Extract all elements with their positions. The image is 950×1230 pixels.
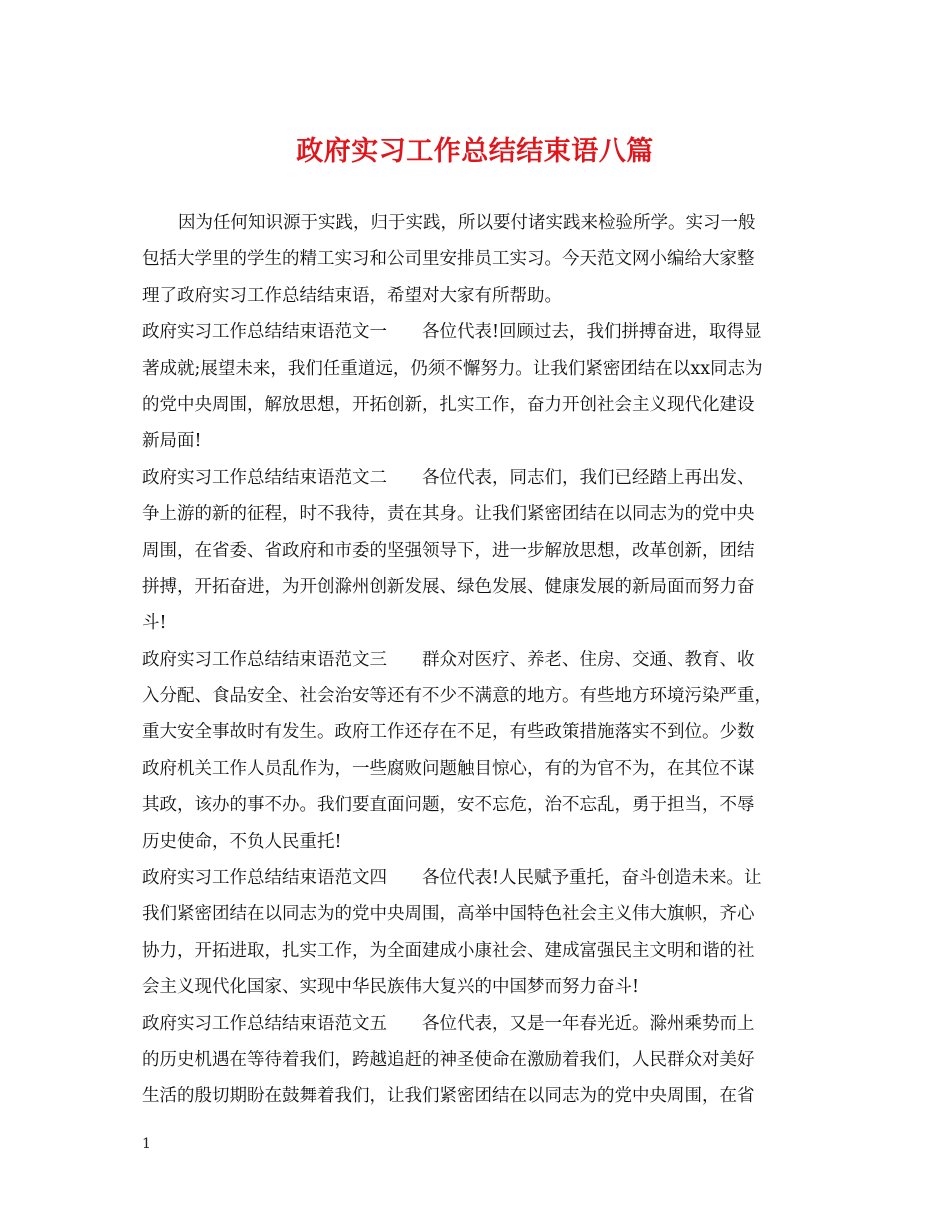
- paragraph-line: 的历史机遇在等待着我们，跨越追赶的神圣使命在激励着我们，人民群众对美好: [142, 1049, 755, 1070]
- paragraph-line: 重大安全事故时有发生。政府工作还存在不足，有些政策措施落实不到位。少数: [142, 722, 755, 743]
- paragraph-line: 因为任何知识源于实践，归于实践，所以要付诸实践来检验所学。实习一般: [178, 213, 756, 233]
- paragraph-line: 斗!: [142, 613, 167, 634]
- paragraph-line: 政府实习工作总结结束语范文四 各位代表!人民赋予重托，奋斗创造未来。让: [142, 868, 762, 889]
- paragraph-line: 政府机关工作人员乱作为，一些腐败问题触目惊心，有的为官不为，在其位不谋: [142, 758, 755, 779]
- paragraph-line: 政府实习工作总结结束语范文二 各位代表，同志们，我们已经踏上再出发、: [142, 467, 755, 488]
- document-body: [142, 205, 812, 1115]
- paragraph-line: 争上游的新的征程，时不我待，责在其身。让我们紧密团结在以同志为的党中央: [142, 504, 755, 525]
- paragraph-line: 政府实习工作总结结束语范文三 群众对医疗、养老、住房、交通、教育、收: [142, 649, 755, 670]
- page-number: 1: [142, 1136, 151, 1152]
- paragraph-line: 其政，该办的事不办。我们要直面问题，安不忘危，治不忘乱，勇于担当，不辱: [142, 795, 755, 816]
- paragraph-line: 周围，在省委、省政府和市委的坚强领导下，进一步解放思想，改革创新，团结: [142, 540, 755, 561]
- paragraph-line: 入分配、食品安全、社会治安等还有不少不满意的地方。有些地方环境污染严重，: [142, 686, 772, 707]
- paragraph-line: 的党中央周围，解放思想，开拓创新，扎实工作，奋力开创社会主义现代化建设: [142, 394, 755, 415]
- paragraph-line: 生活的殷切期盼在鼓舞着我们，让我们紧密团结在以同志为的党中央周围，在省: [142, 1086, 755, 1107]
- paragraph-line: 著成就;展望未来，我们任重道远，仍须不懈努力。让我们紧密团结在以xx同志为: [142, 358, 763, 379]
- paragraph-line: 会主义现代化国家、实现中华民族伟大复兴的中国梦而努力奋斗!: [142, 977, 640, 998]
- paragraph-line: 政府实习工作总结结束语范文一 各位代表!回顾过去，我们拼搏奋进，取得显: [142, 322, 762, 343]
- paragraph-line: 包括大学里的学生的精工实习和公司里安排员工实习。今天范文网小编给大家整: [142, 249, 755, 270]
- paragraph-line: 协力，开拓进取，扎实工作，为全面建成小康社会、建成富强民主文明和谐的社: [142, 940, 755, 961]
- page-title: 政府实习工作总结结束语八篇: [296, 136, 654, 167]
- paragraph-line: 理了政府实习工作总结结束语，希望对大家有所帮助。: [142, 285, 562, 306]
- paragraph-line: 新局面!: [142, 431, 202, 452]
- paragraph-line: 拼搏，开拓奋进，为开创滁州创新发展、绿色发展、健康发展的新局面而努力奋: [142, 576, 755, 597]
- paragraph-line: 政府实习工作总结结束语范文五 各位代表，又是一年春光近。滁州乘势而上: [142, 1013, 755, 1034]
- paragraph-line: 历史使命，不负人民重托!: [142, 831, 342, 852]
- paragraph-line: 我们紧密团结在以同志为的党中央周围，高举中国特色社会主义伟大旗帜，齐心: [142, 904, 755, 925]
